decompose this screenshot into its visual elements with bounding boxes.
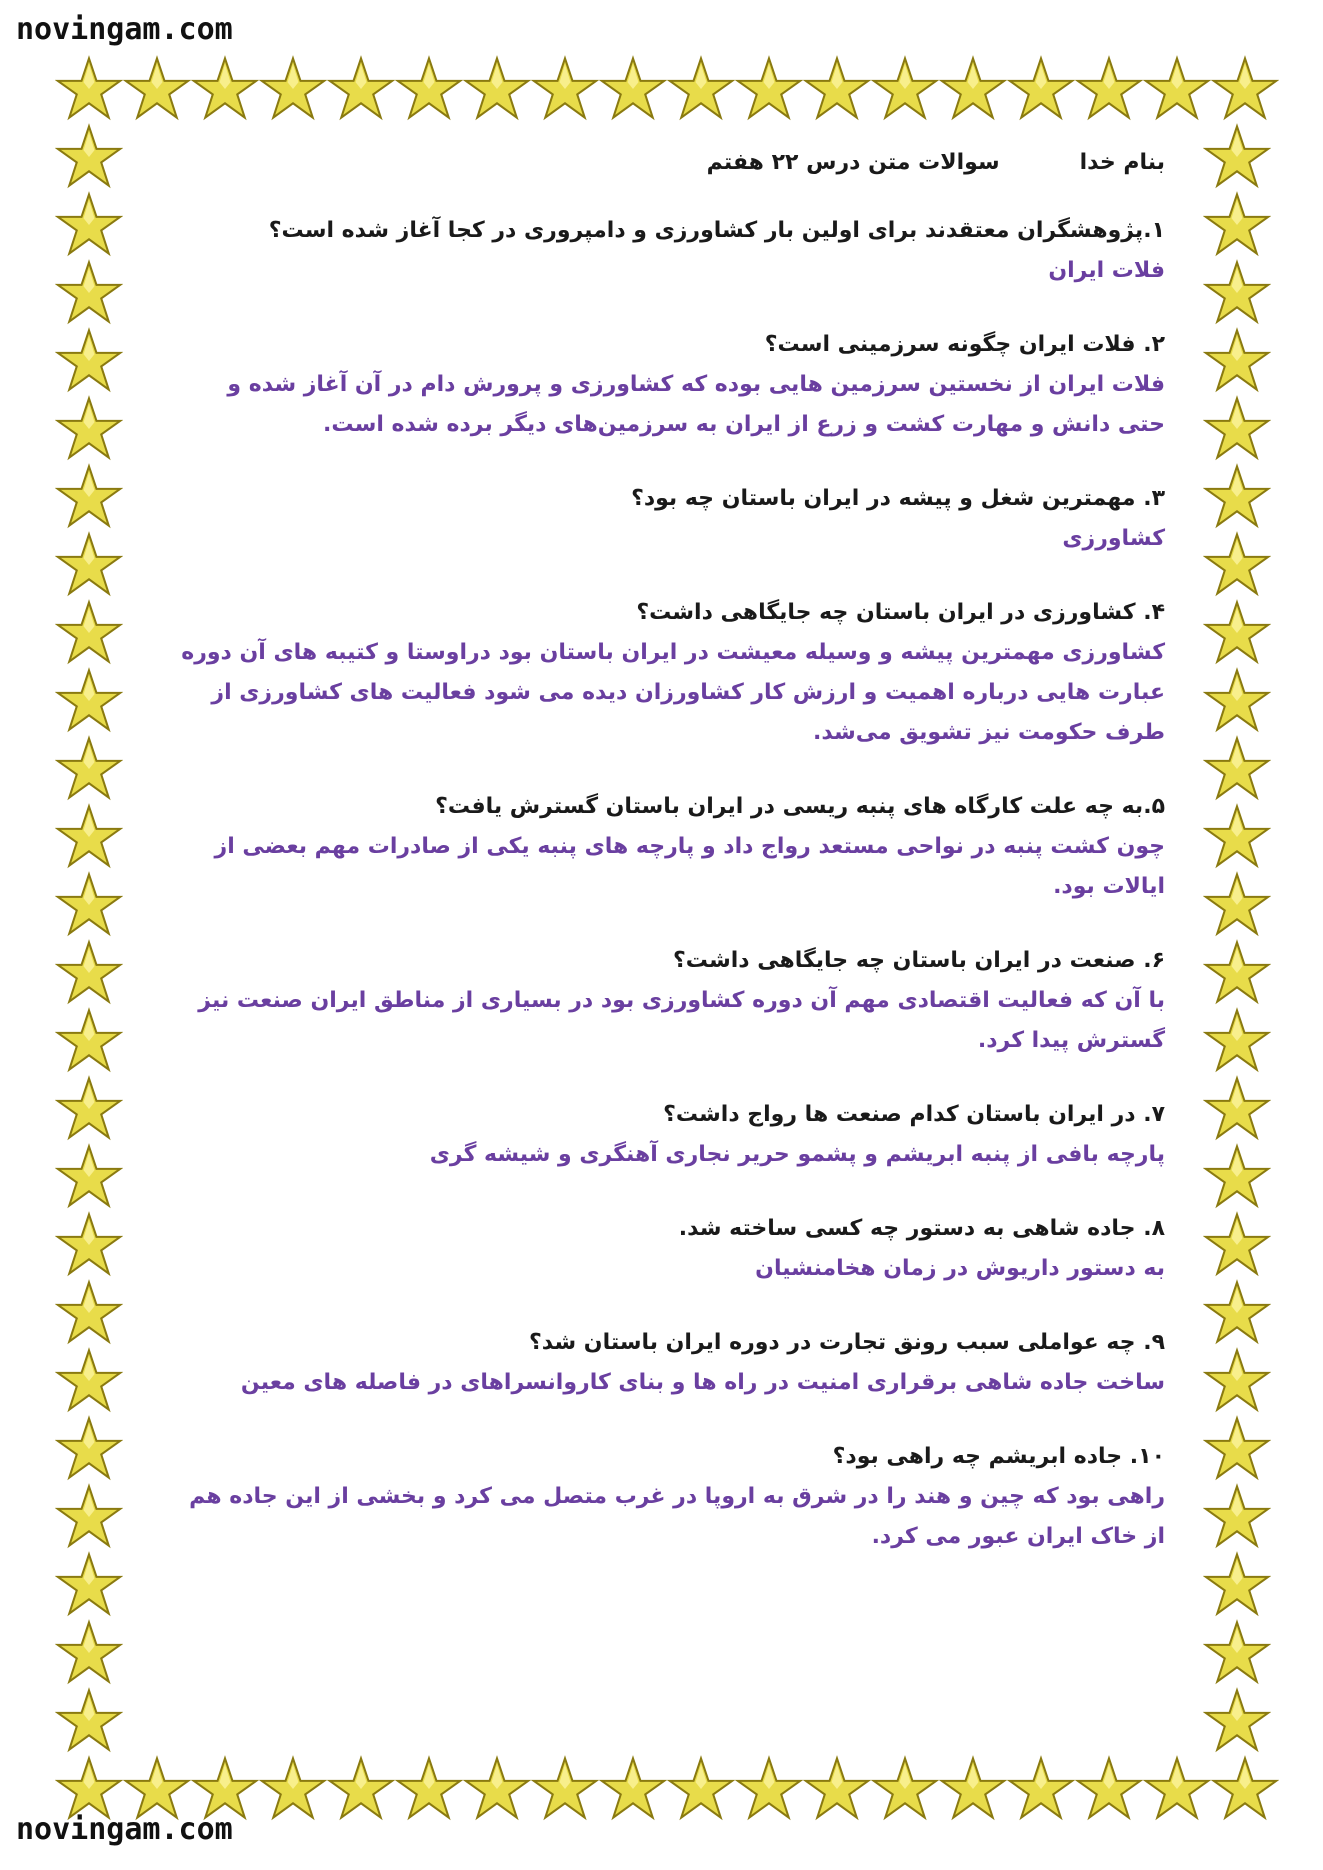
- star-icon: [55, 463, 123, 531]
- star-icon: [55, 667, 123, 735]
- star-icon: [55, 1347, 123, 1415]
- star-icon: [1203, 1007, 1271, 1075]
- star-icon: [1203, 735, 1271, 803]
- star-icon: [1203, 599, 1271, 667]
- question-item: [180, 211, 1165, 291]
- star-border-right: [1203, 123, 1271, 1755]
- watermark-bottom: novingam.com: [16, 1812, 233, 1847]
- question-item: [180, 479, 1165, 559]
- answer-text: ساخت جاده شاهی برقراری امنیت در راه ها و بنای کاروانسراهای در فاصله های معین: [240, 1370, 1165, 1395]
- question-text: ۱۰. جاده ابریشم چه راهی بود؟: [832, 1444, 1165, 1469]
- star-icon: [803, 1755, 871, 1823]
- star-icon: [531, 55, 599, 123]
- star-icon: [1203, 1415, 1271, 1483]
- star-icon: [55, 1007, 123, 1075]
- star-icon: [123, 55, 191, 123]
- answer-text: چون کشت پنبه در نواحی مستعد رواج داد و پارچه های پنبه یکی از صادرات مهم بعضی از ایالات بود.: [214, 834, 1165, 899]
- star-icon: [1075, 1755, 1143, 1823]
- star-icon: [871, 1755, 939, 1823]
- star-icon: [55, 259, 123, 327]
- question-item: [180, 1095, 1165, 1175]
- star-border-top: [55, 55, 1279, 123]
- star-icon: [1203, 1483, 1271, 1551]
- answer-text: پارچه بافی از پنبه ابریشم و پشمو حریر نجاری آهنگری و شیشه گری: [429, 1142, 1165, 1167]
- star-icon: [55, 939, 123, 1007]
- star-icon: [667, 55, 735, 123]
- star-icon: [1203, 1143, 1271, 1211]
- star-icon: [1203, 327, 1271, 395]
- star-icon: [1203, 1075, 1271, 1143]
- star-icon: [531, 1755, 599, 1823]
- star-icon: [803, 55, 871, 123]
- star-icon: [1203, 1551, 1271, 1619]
- star-icon: [1203, 1619, 1271, 1687]
- question-text: ۷. در ایران باستان کدام صنعت ها رواج داشت؟: [663, 1102, 1165, 1127]
- bismillah-text: بنام خدا: [1079, 150, 1165, 175]
- star-icon: [55, 395, 123, 463]
- star-icon: [939, 55, 1007, 123]
- star-icon: [327, 55, 395, 123]
- page-title: سوالات متن درس ۲۲ هفتم: [706, 150, 1000, 175]
- star-icon: [55, 599, 123, 667]
- star-icon: [55, 871, 123, 939]
- worksheet-header: [180, 150, 1165, 175]
- star-icon: [55, 1687, 123, 1755]
- star-icon: [55, 191, 123, 259]
- question-item: [180, 1437, 1165, 1557]
- star-icon: [1203, 939, 1271, 1007]
- watermark-top: novingam.com: [16, 12, 233, 47]
- star-icon: [1143, 55, 1211, 123]
- star-icon: [191, 1755, 259, 1823]
- question-text: ۵.به چه علت کارگاه های پنبه ریسی در ایران باستان گسترش یافت؟: [435, 794, 1165, 819]
- question-item: [180, 941, 1165, 1061]
- star-icon: [1203, 531, 1271, 599]
- answer-text: کشاورزی: [1062, 526, 1165, 551]
- star-icon: [871, 55, 939, 123]
- star-icon: [395, 1755, 463, 1823]
- star-icon: [1203, 1687, 1271, 1755]
- answer-text: با آن که فعالیت اقتصادی مهم آن دوره کشاورزی بود در بسیاری از مناطق ایران صنعت نیز گسترش پیدا کرد.: [198, 988, 1165, 1053]
- star-icon: [1211, 55, 1279, 123]
- question-item: [180, 1323, 1165, 1403]
- star-icon: [1211, 1755, 1279, 1823]
- star-icon: [55, 531, 123, 599]
- question-text: ۸. جاده شاهی به دستور چه کسی ساخته شد.: [678, 1216, 1165, 1241]
- answer-text: فلات ایران: [1048, 258, 1165, 283]
- star-icon: [55, 735, 123, 803]
- answer-text: کشاورزی مهمترین پیشه و وسیله معیشت در ایران باستان بود دراوستا و کتیبه های آن دوره عبارت هایی درباره اهمیت و ارزش کار کشاورزان دیده می شود فعالیت های کشاورزی از طرف حکومت نیز تشویق می‌شد.: [181, 640, 1165, 745]
- star-border-left: [55, 123, 123, 1755]
- star-icon: [55, 1075, 123, 1143]
- question-list: [180, 211, 1165, 1557]
- star-icon: [599, 1755, 667, 1823]
- star-icon: [123, 1755, 191, 1823]
- answer-text: راهی بود که چین و هند را در شرق به اروپا در غرب متصل می کرد و بخشی از این جاده هم از خاک ایران عبور می کرد.: [189, 1484, 1165, 1549]
- question-item: [180, 325, 1165, 445]
- star-icon: [1203, 123, 1271, 191]
- star-icon: [1203, 667, 1271, 735]
- star-icon: [1075, 55, 1143, 123]
- answer-text: فلات ایران از نخستین سرزمین هایی بوده که کشاورزی و پرورش دام در آن آغاز شده و حتی دانش و مهارت کشت و زرع از ایران به سرزمین‌های دیگر برده شده است.: [227, 372, 1165, 437]
- question-text: ۱.پژوهشگران معتقدند برای اولین بار کشاورزی و دامپروری در کجا آغاز شده است؟: [268, 218, 1165, 243]
- question-item: [180, 787, 1165, 907]
- star-icon: [55, 55, 123, 123]
- star-icon: [327, 1755, 395, 1823]
- star-icon: [55, 1279, 123, 1347]
- star-icon: [191, 55, 259, 123]
- star-icon: [55, 327, 123, 395]
- star-icon: [735, 55, 803, 123]
- star-icon: [55, 1415, 123, 1483]
- question-item: [180, 593, 1165, 753]
- star-icon: [667, 1755, 735, 1823]
- star-icon: [55, 1483, 123, 1551]
- star-icon: [463, 55, 531, 123]
- star-icon: [939, 1755, 1007, 1823]
- star-icon: [735, 1755, 803, 1823]
- star-icon: [1203, 1347, 1271, 1415]
- question-text: ۳. مهمترین شغل و پیشه در ایران باستان چه بود؟: [631, 486, 1165, 511]
- star-icon: [1203, 191, 1271, 259]
- star-icon: [1143, 1755, 1211, 1823]
- question-text: ۲. فلات ایران چگونه سرزمینی است؟: [764, 332, 1165, 357]
- star-icon: [1007, 55, 1075, 123]
- star-icon: [55, 1551, 123, 1619]
- star-icon: [1203, 259, 1271, 327]
- star-icon: [55, 1755, 123, 1823]
- star-icon: [1203, 803, 1271, 871]
- star-icon: [599, 55, 667, 123]
- star-icon: [55, 123, 123, 191]
- question-text: ۶. صنعت در ایران باستان چه جایگاهی داشت؟: [673, 948, 1165, 973]
- star-icon: [55, 1619, 123, 1687]
- star-icon: [1203, 1211, 1271, 1279]
- star-icon: [1007, 1755, 1075, 1823]
- star-icon: [259, 55, 327, 123]
- worksheet-content: [180, 150, 1165, 1591]
- star-icon: [55, 1211, 123, 1279]
- star-icon: [463, 1755, 531, 1823]
- star-icon: [1203, 871, 1271, 939]
- star-border-bottom: [55, 1755, 1279, 1823]
- answer-text: به دستور داریوش در زمان هخامنشیان: [755, 1256, 1165, 1281]
- star-icon: [259, 1755, 327, 1823]
- question-text: ۴. کشاورزی در ایران باستان چه جایگاهی داشت؟: [636, 600, 1165, 625]
- star-icon: [395, 55, 463, 123]
- question-item: [180, 1209, 1165, 1289]
- star-icon: [1203, 1279, 1271, 1347]
- star-icon: [55, 803, 123, 871]
- star-icon: [55, 1143, 123, 1211]
- question-text: ۹. چه عواملی سبب رونق تجارت در دوره ایران باستان شد؟: [529, 1330, 1165, 1355]
- star-icon: [1203, 395, 1271, 463]
- star-icon: [1203, 463, 1271, 531]
